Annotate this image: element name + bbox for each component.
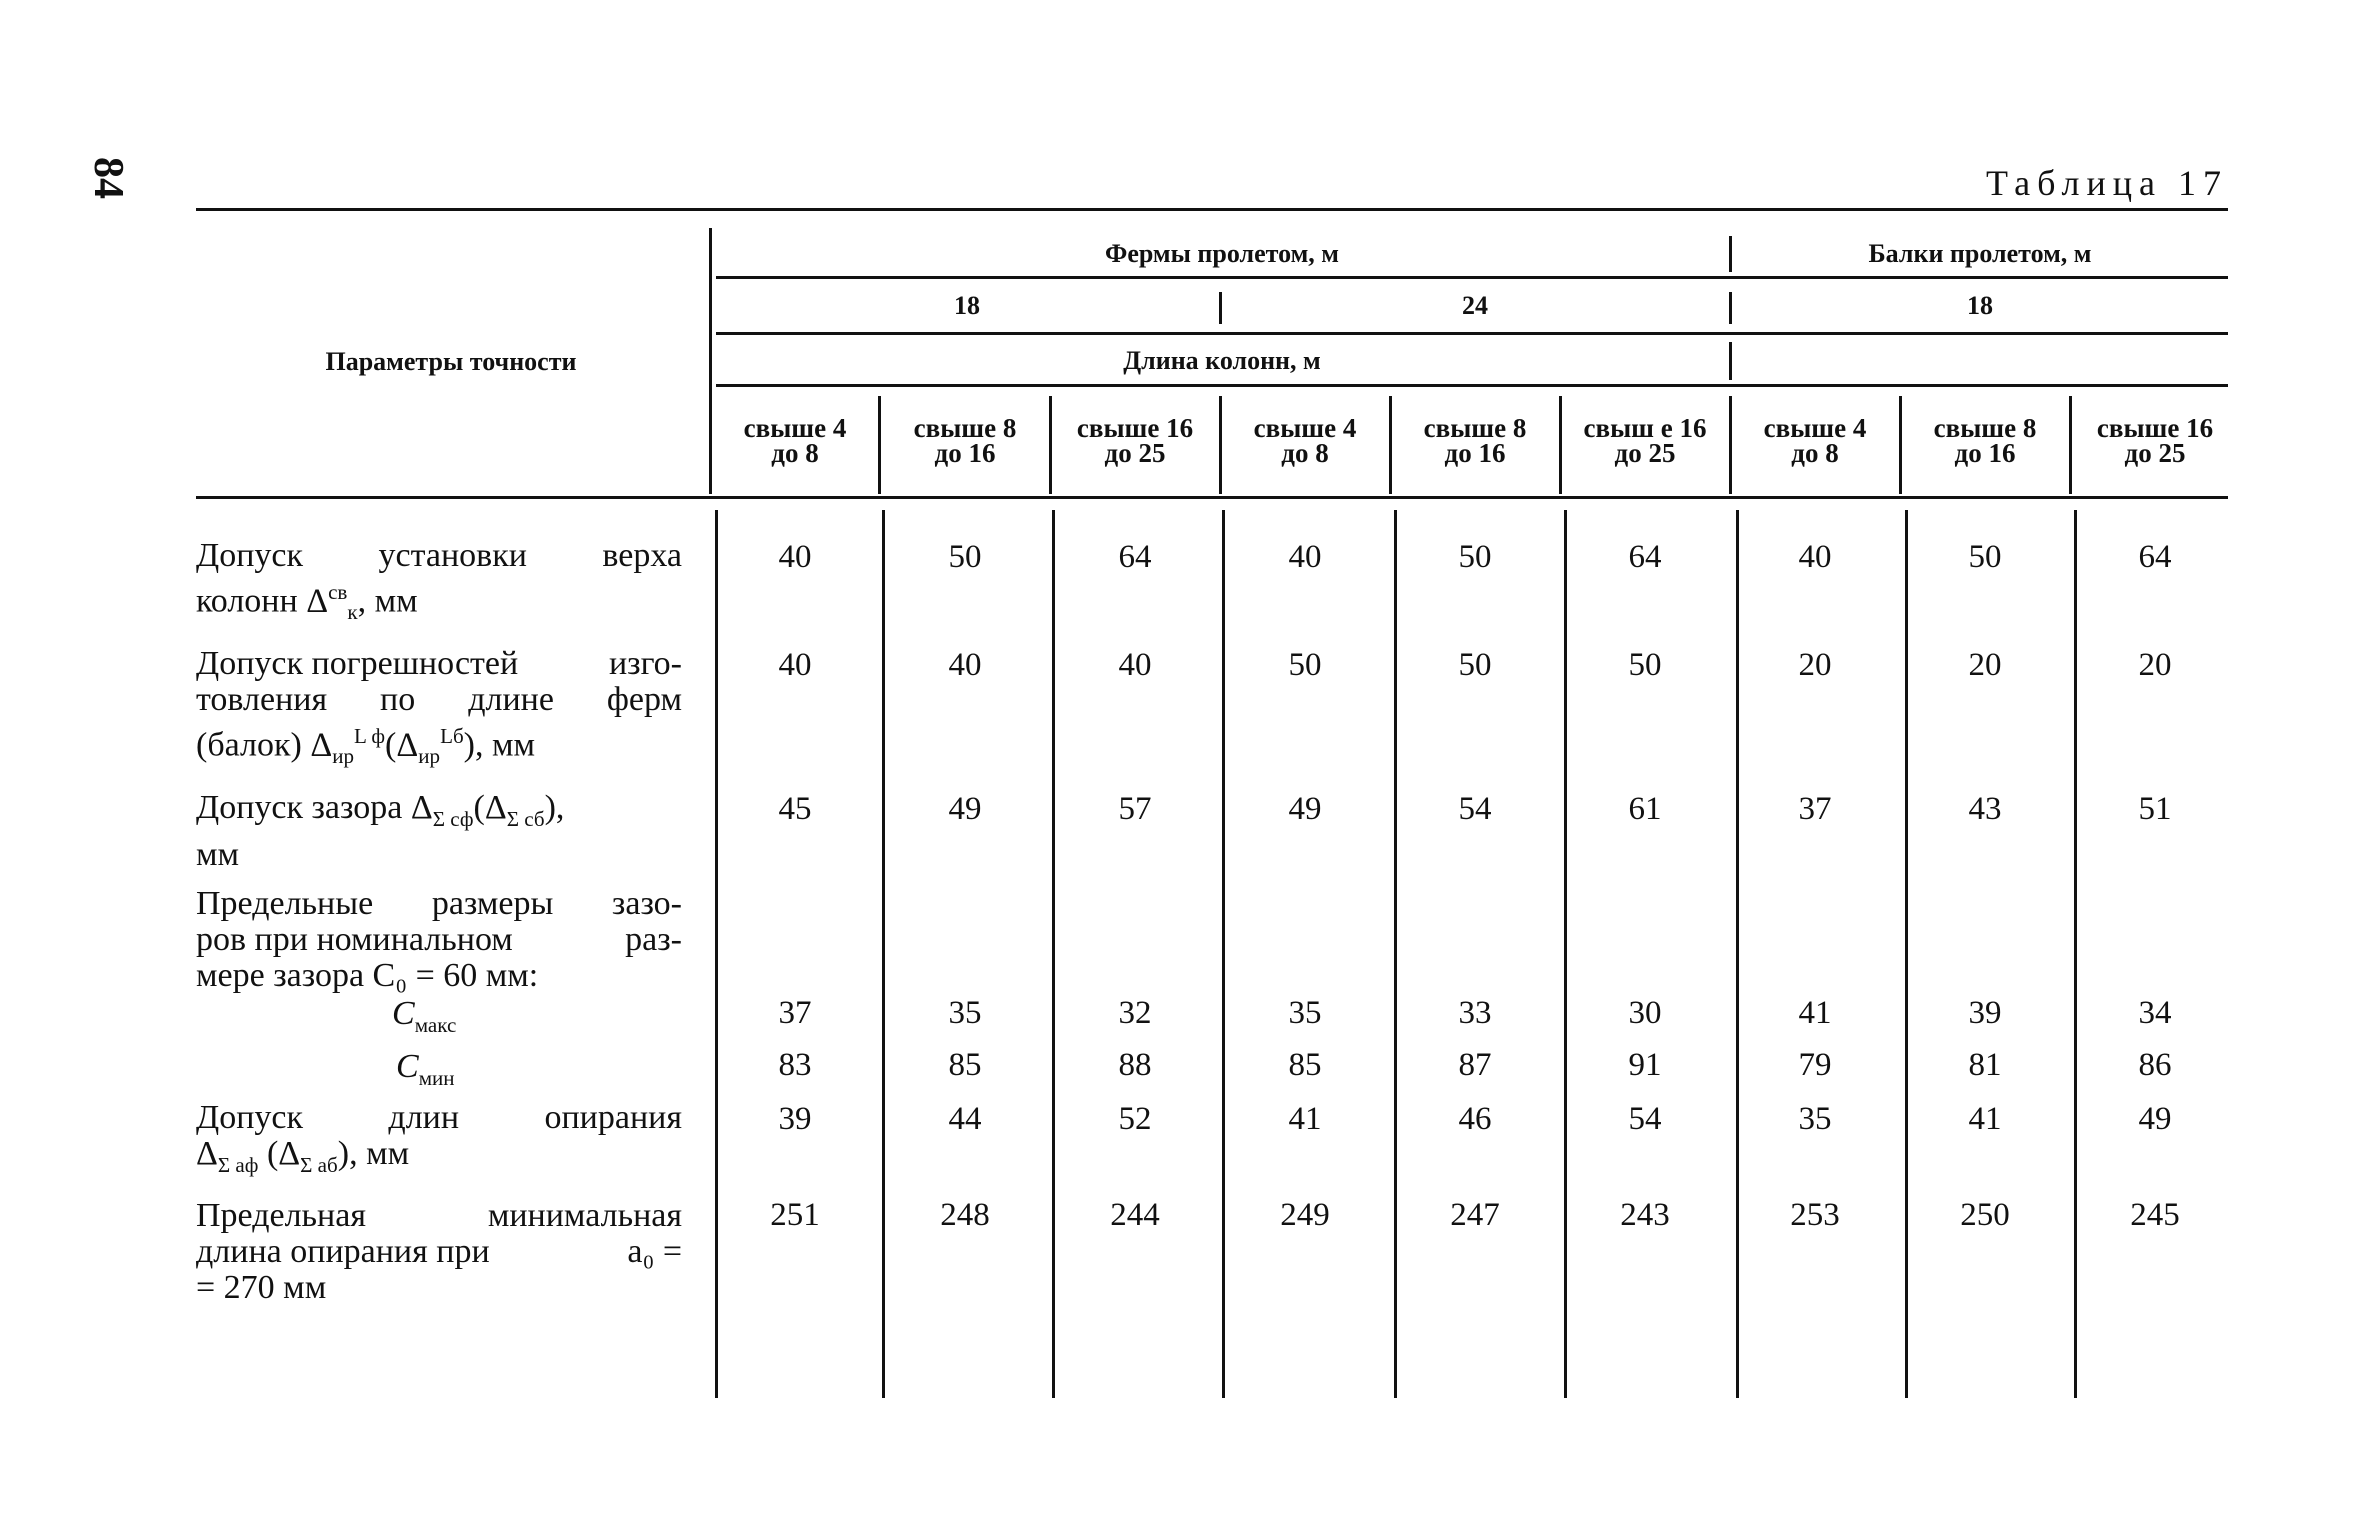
row5-value-3: 32 [1118, 995, 1152, 1031]
col-divider-1 [878, 396, 881, 494]
row7-value-1: 39 [778, 1101, 812, 1137]
header-span-beam-18: 18 [1967, 291, 1993, 320]
row2-value-1: 40 [778, 647, 812, 683]
header-range-8: свыше 8 до 16 [1933, 413, 2037, 468]
row1-value-2: 50 [948, 539, 982, 575]
row1-value-3: 64 [1118, 539, 1152, 575]
row1-value-1: 40 [778, 539, 812, 575]
row-label-limit-gap-sizes: Предельные размеры зазо- ров при номинальном раз- мере зазора C₀ = 60 мм: [196, 885, 682, 994]
row3-value-5: 54 [1458, 791, 1492, 827]
row-label-gap-tolerance: Допуск зазора $\Delta_{\Sigma сф}(\Delta_{\Sigma сб})$, мм [196, 789, 565, 873]
header-range-4: свыше 4 до 8 [1253, 413, 1357, 468]
row1-value-8: 50 [1968, 539, 2002, 575]
row-label-min-bearing-length: Предельная минимальная длина опирания при a₀ = = 270 мм [196, 1197, 682, 1306]
row8-value-8: 250 [1960, 1197, 2010, 1233]
row1-value-5: 50 [1458, 539, 1492, 575]
row3-value-9: 51 [2138, 791, 2172, 827]
row8-value-5: 247 [1450, 1197, 1500, 1233]
row-label-bearing-length-tolerance: Допуск длин опирания $\Delta_{\Sigma аф}$ $(\Delta_{\Sigma аб})$, мм [196, 1099, 682, 1177]
row-label-c-max: $C_{макс}$ [392, 995, 457, 1037]
row7-value-9: 49 [2138, 1101, 2172, 1137]
col-divider-0b [715, 510, 718, 1398]
row1-value-9: 64 [2138, 539, 2172, 575]
row1-value-4: 40 [1288, 539, 1322, 575]
row8-value-1: 251 [770, 1197, 820, 1233]
row6-value-1: 83 [778, 1047, 812, 1083]
row5-value-1: 37 [778, 995, 812, 1031]
header-range-1: свыше 4 до 8 [743, 413, 847, 468]
row8-value-2: 248 [940, 1197, 990, 1233]
row7-value-3: 52 [1118, 1101, 1152, 1137]
row5-value-8: 39 [1968, 995, 2002, 1031]
row-label-manufacturing-tolerance: Допуск погрешностей изго- товления по длине ферм (балок) $\Delta_{ир}^{L ф}(\Delta_{ир}^{Lб})$, мм [196, 645, 682, 769]
col-divider-4b [1394, 510, 1397, 1398]
row3-value-7: 37 [1798, 791, 1832, 827]
row8-value-7: 253 [1790, 1197, 1840, 1233]
row7-value-8: 41 [1968, 1101, 2002, 1137]
row6-value-6: 91 [1628, 1047, 1662, 1083]
row-label-c-min: $C_{мин}$ [396, 1048, 455, 1090]
col-divider-3b [1222, 510, 1225, 1398]
header-span-24: 24 [1462, 291, 1488, 320]
row8-value-9: 245 [2130, 1197, 2180, 1233]
row6-value-9: 86 [2138, 1047, 2172, 1083]
row8-value-6: 243 [1620, 1197, 1670, 1233]
row5-value-6: 30 [1628, 995, 1662, 1031]
header-rule-3 [716, 384, 2228, 387]
header-range-5: свыше 8 до 16 [1423, 413, 1527, 468]
row5-value-7: 41 [1798, 995, 1832, 1031]
header-range-6: свыш е 16 до 25 [1583, 413, 1707, 468]
header-beams: Балки пролетом, м [1868, 239, 2092, 268]
header-range-9: свыше 16 до 25 [2096, 413, 2214, 468]
header-bottom-rule [196, 496, 2228, 499]
header-trusses: Фермы пролетом, м [1104, 239, 1340, 268]
row6-value-8: 81 [1968, 1047, 2002, 1083]
header-rule-2 [716, 332, 2228, 335]
col-divider-6c [1729, 342, 1732, 380]
row3-value-6: 61 [1628, 791, 1662, 827]
row7-value-2: 44 [948, 1101, 982, 1137]
row5-value-2: 35 [948, 995, 982, 1031]
row7-value-5: 46 [1458, 1101, 1492, 1137]
row5-value-9: 34 [2138, 995, 2172, 1031]
header-range-2: свыше 8 до 16 [913, 413, 1017, 468]
row5-value-4: 35 [1288, 995, 1322, 1031]
page-number: 84 [85, 157, 131, 199]
header-span-18: 18 [954, 291, 980, 320]
col-divider-2b [1052, 510, 1055, 1398]
header-param: Параметры точности [325, 347, 577, 376]
header-rule-1 [716, 276, 2228, 279]
table-caption: Таблица 17 [1986, 163, 2228, 203]
row8-value-4: 249 [1280, 1197, 1330, 1233]
header-column-length: Длина колонн, м [1123, 346, 1321, 375]
col-divider-5b [1564, 510, 1567, 1398]
row1-value-7: 40 [1798, 539, 1832, 575]
row2-value-8: 20 [1968, 647, 2002, 683]
row2-value-3: 40 [1118, 647, 1152, 683]
row3-value-8: 43 [1968, 791, 2002, 827]
row5-value-5: 33 [1458, 995, 1492, 1031]
header-range-7: свыше 4 до 8 [1763, 413, 1867, 468]
row8-value-3: 244 [1110, 1197, 1160, 1233]
row2-value-4: 50 [1288, 647, 1322, 683]
col-divider-8b [2074, 510, 2077, 1398]
row7-value-4: 41 [1288, 1101, 1322, 1137]
row7-value-6: 54 [1628, 1101, 1662, 1137]
row3-value-4: 49 [1288, 791, 1322, 827]
row6-value-7: 79 [1798, 1047, 1832, 1083]
table-top-rule [196, 208, 2228, 211]
row2-value-9: 20 [2138, 647, 2172, 683]
row2-value-7: 20 [1798, 647, 1832, 683]
header-range-3: свыше 16 до 25 [1076, 413, 1194, 468]
row3-value-3: 57 [1118, 791, 1152, 827]
row1-value-6: 64 [1628, 539, 1662, 575]
col-divider-1b [882, 510, 885, 1398]
row7-value-7: 35 [1798, 1101, 1832, 1137]
row3-value-2: 49 [948, 791, 982, 827]
row2-value-2: 40 [948, 647, 982, 683]
row-label-column-top-tolerance: Допуск установки верха колонн $\Delta^{св}_к$, мм [196, 537, 682, 625]
row6-value-3: 88 [1118, 1047, 1152, 1083]
row6-value-5: 87 [1458, 1047, 1492, 1083]
row2-value-5: 50 [1458, 647, 1492, 683]
col-divider-7b [1905, 510, 1908, 1398]
row3-value-1: 45 [778, 791, 812, 827]
row6-value-4: 85 [1288, 1047, 1322, 1083]
row2-value-6: 50 [1628, 647, 1662, 683]
col-divider-6b [1736, 510, 1739, 1398]
row6-value-2: 85 [948, 1047, 982, 1083]
